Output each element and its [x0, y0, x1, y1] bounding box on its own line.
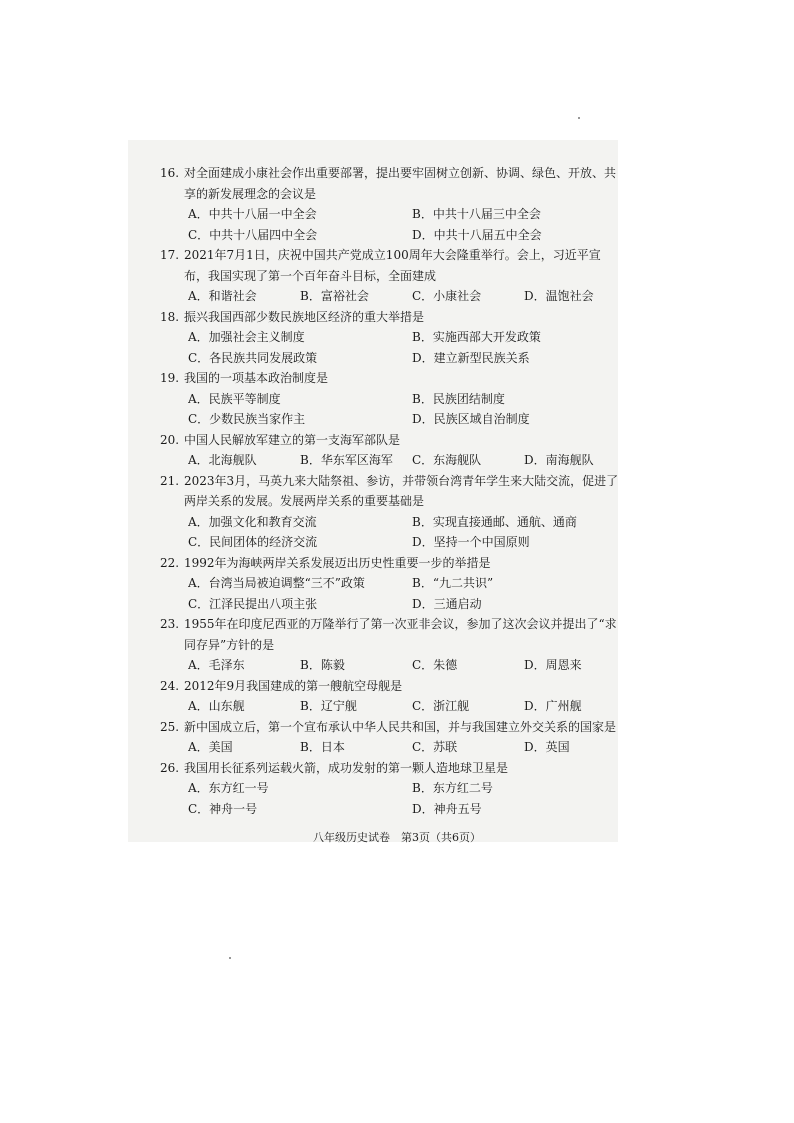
- question-stem: [160, 758, 620, 779]
- answer-option: D．民族区域自治制度: [412, 412, 530, 426]
- question-stem: [160, 307, 620, 328]
- question-stem: [160, 245, 620, 286]
- question-stem: [160, 430, 620, 451]
- answer-options: [188, 737, 620, 758]
- answer-option: A．美国: [188, 740, 233, 754]
- answer-option: D．南海舰队: [524, 453, 594, 467]
- question-number: 18.: [160, 309, 180, 324]
- answer-option: A．中共十八届一中全会: [188, 207, 317, 221]
- question-block: [160, 471, 620, 553]
- answer-options: [188, 696, 620, 717]
- answer-option: A．毛泽东: [188, 658, 245, 672]
- question-number: 22.: [160, 555, 180, 570]
- answer-options: [188, 778, 620, 819]
- answer-option: C．东海舰队: [412, 453, 482, 467]
- answer-option: C．浙江舰: [412, 699, 470, 713]
- answer-option: D．中共十八届五中全会: [412, 227, 542, 242]
- answer-option: C．神舟一号: [188, 801, 258, 816]
- answer-option: C．民间团体的经济交流: [188, 535, 318, 549]
- question-block: [160, 163, 620, 245]
- answer-options: [188, 450, 620, 471]
- question-block: [160, 758, 620, 820]
- answer-option: C．朱德: [412, 658, 458, 672]
- answer-option: B．华东军区海军: [300, 453, 393, 467]
- question-stem: [160, 471, 620, 512]
- answer-option: A．和谐社会: [188, 289, 257, 303]
- answer-option: D．英国: [524, 740, 570, 754]
- question-block: [160, 307, 620, 369]
- question-stem: [160, 163, 620, 204]
- answer-option: C．少数民族当家作主: [188, 412, 306, 426]
- answer-option: B．中共十八届三中全会: [412, 207, 541, 221]
- question-text: 我国用长征系列运载火箭，成功发射的第一颗人造地球卫星是: [184, 760, 509, 775]
- question-block: [160, 368, 620, 430]
- answer-options: [188, 327, 620, 368]
- answer-option: C．苏联: [412, 740, 458, 754]
- answer-option: A．加强文化和教育交流: [188, 514, 317, 529]
- question-number: 19.: [160, 371, 180, 385]
- question-number: 25.: [160, 719, 180, 734]
- answer-option: D．坚持一个中国原则: [412, 535, 530, 549]
- answer-option: D．温饱社会: [524, 289, 594, 303]
- scan-speck: [578, 117, 580, 119]
- question-block: [160, 430, 620, 471]
- answer-options: [188, 512, 620, 553]
- answer-option: B．辽宁舰: [300, 699, 357, 713]
- question-text: 2021年7月1日，庆祝中国共产党成立100周年大会隆重举行。会上，习近平宣布，我国实现了第一个百年奋斗目标，全面建成: [184, 248, 601, 283]
- answer-option: C．小康社会: [412, 289, 482, 303]
- question-text: 1955年在印度尼西亚的万隆举行了第一次亚非会议，参加了这次会议并提出了“求同存异”方针的是: [184, 617, 617, 652]
- question-number: 26.: [160, 760, 180, 775]
- answer-option: A．民族平等制度: [188, 391, 281, 406]
- question-stem: [160, 614, 620, 655]
- question-stem: [160, 553, 620, 574]
- question-stem: [160, 368, 620, 389]
- question-text: 对全面建成小康社会作出重要部署，提出要牢固树立创新、协调、绿色、开放、共享的新发展理念的会议是: [184, 166, 617, 201]
- question-text: 中国人民解放军建立的第一支海军部队是: [184, 432, 401, 447]
- answer-option: A．山东舰: [188, 699, 245, 713]
- question-number: 21.: [160, 473, 180, 488]
- question-text: 2012年9月我国建成的第一艘航空母舰是: [184, 678, 403, 693]
- question-text: 振兴我国西部少数民族地区经济的重大举措是: [184, 309, 425, 324]
- answer-option: C．江泽民提出八项主张: [188, 596, 318, 611]
- answer-option: B．东方红二号: [412, 781, 493, 795]
- question-text: 2023年3月，马英九来大陆祭祖、参访，并带领台湾青年学生来大陆交流，促进了两岸关系的发展。发展两岸关系的重要基础是: [184, 473, 619, 508]
- answer-option: D．周恩来: [524, 658, 582, 672]
- answer-options: [188, 204, 620, 245]
- question-text: 新中国成立后，第一个宣布承认中华人民共和国，并与我国建立外交关系的国家是: [184, 719, 617, 734]
- question-text: 我国的一项基本政治制度是: [184, 371, 329, 385]
- answer-options: [188, 286, 620, 307]
- answer-option: B．民族团结制度: [412, 391, 505, 406]
- answer-option: A．台湾当局被迫调整“三不”政策: [188, 576, 365, 590]
- answer-options: [188, 573, 620, 614]
- answer-options: [188, 389, 620, 430]
- page-footer: 八年级历史试卷 第3页（共6页）: [313, 831, 481, 844]
- answer-option: B．实施西部大开发政策: [412, 330, 541, 344]
- answer-option: B．实现直接通邮、通航、通商: [412, 514, 577, 529]
- answer-option: B．陈毅: [300, 658, 345, 672]
- question-number: 24.: [160, 678, 180, 693]
- question-stem: [160, 676, 620, 697]
- answer-option: D．神舟五号: [412, 801, 482, 816]
- question-number: 20.: [160, 432, 180, 447]
- answer-option: D．三通启动: [412, 596, 482, 611]
- question-number: 23.: [160, 617, 180, 631]
- question-block: [160, 245, 620, 307]
- answer-option: D．建立新型民族关系: [412, 350, 530, 365]
- question-number: 16.: [160, 166, 180, 180]
- question-block: [160, 717, 620, 758]
- answer-option: C．中共十八届四中全会: [188, 227, 318, 242]
- answer-option: A．加强社会主义制度: [188, 330, 305, 344]
- scan-speck: [229, 957, 231, 959]
- answer-option: B．日本: [300, 740, 345, 754]
- question-text: 1992年为海峡两岸关系发展迈出历史性重要一步的举措是: [184, 555, 491, 570]
- answer-option: A．北海舰队: [188, 453, 257, 467]
- question-block: [160, 553, 620, 615]
- answer-option: D．广州舰: [524, 699, 582, 713]
- answer-option: B．富裕社会: [300, 289, 369, 303]
- question-block: [160, 614, 620, 676]
- exam-questions: [160, 163, 620, 819]
- answer-option: A．东方红一号: [188, 781, 269, 795]
- answer-option: B．“九二共识”: [412, 576, 494, 590]
- question-number: 17.: [160, 248, 180, 262]
- question-stem: [160, 717, 620, 738]
- question-block: [160, 676, 620, 717]
- answer-options: [188, 655, 620, 676]
- answer-option: C．各民族共同发展政策: [188, 350, 318, 365]
